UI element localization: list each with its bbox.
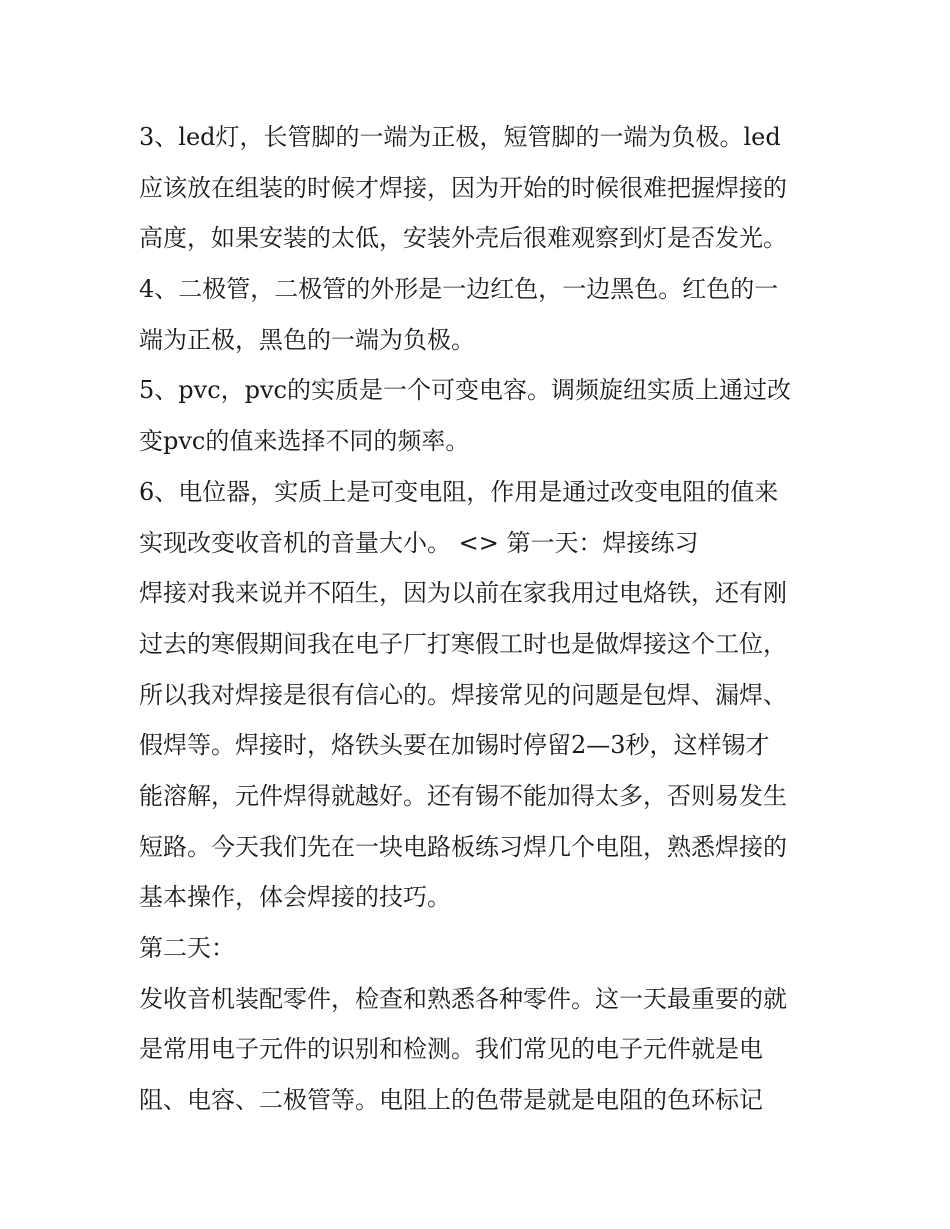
text-line: 高度，如果安装的太低，安装外壳后很难观察到灯是否发光。 <box>139 224 787 253</box>
text-line: 过去的寒假期间我在电子厂打寒假工时也是做焊接这个工位， <box>139 629 787 658</box>
text-line: 焊接对我来说并不陌生，因为以前在家我用过电烙铁，还有刚 <box>139 579 787 608</box>
text-line: 应该放在组装的时候才焊接，因为开始的时候很难把握焊接的 <box>139 173 787 202</box>
text-line: 发收音机装配零件，检查和熟悉各种零件。这一天最重要的就 <box>139 984 787 1013</box>
text-line: 短路。今天我们先在一块电路板练习焊几个电阻，熟悉焊接的 <box>139 832 787 861</box>
text-line: 基本操作，体会焊接的技巧。 <box>139 883 451 912</box>
text-line: 变pvc的值来选择不同的频率。 <box>139 427 470 456</box>
text-line: 3、led灯，长管脚的一端为正极，短管脚的一端为负极。led <box>139 123 781 151</box>
text-line: 是常用电子元件的识别和检测。我们常见的电子元件就是电 <box>139 1035 763 1064</box>
text-line: 能溶解，元件焊得就越好。还有锡不能加得太多，否则易发生 <box>139 781 787 810</box>
text-line: 所以我对焊接是很有信心的。焊接常见的问题是包焊、漏焊、 <box>139 680 787 709</box>
text-line: 6、电位器，实质上是可变电阻，作用是通过改变电阻的值来 <box>139 477 779 506</box>
text-line: 5、pvc，pvc的实质是一个可变电容。调频旋纽实质上通过改 <box>139 376 791 405</box>
text-line: 4、二极管，二极管的外形是一边红色，一边黑色。红色的一 <box>139 275 779 304</box>
text-line: 端为正极，黑色的一端为负极。 <box>139 325 475 354</box>
text-line: 假焊等。焊接时，烙铁头要在加锡时停留2—3秒，这样锡才 <box>139 731 770 760</box>
body-text <box>139 112 819 1126</box>
text-line: 阻、电容、二极管等。电阻上的色带是就是电阻的色环标记 <box>139 1086 763 1115</box>
text-line: 实现改变收音机的音量大小。 <> 第一天：焊接练习 <box>139 528 699 557</box>
section-heading: 第二天： <box>139 934 235 962</box>
